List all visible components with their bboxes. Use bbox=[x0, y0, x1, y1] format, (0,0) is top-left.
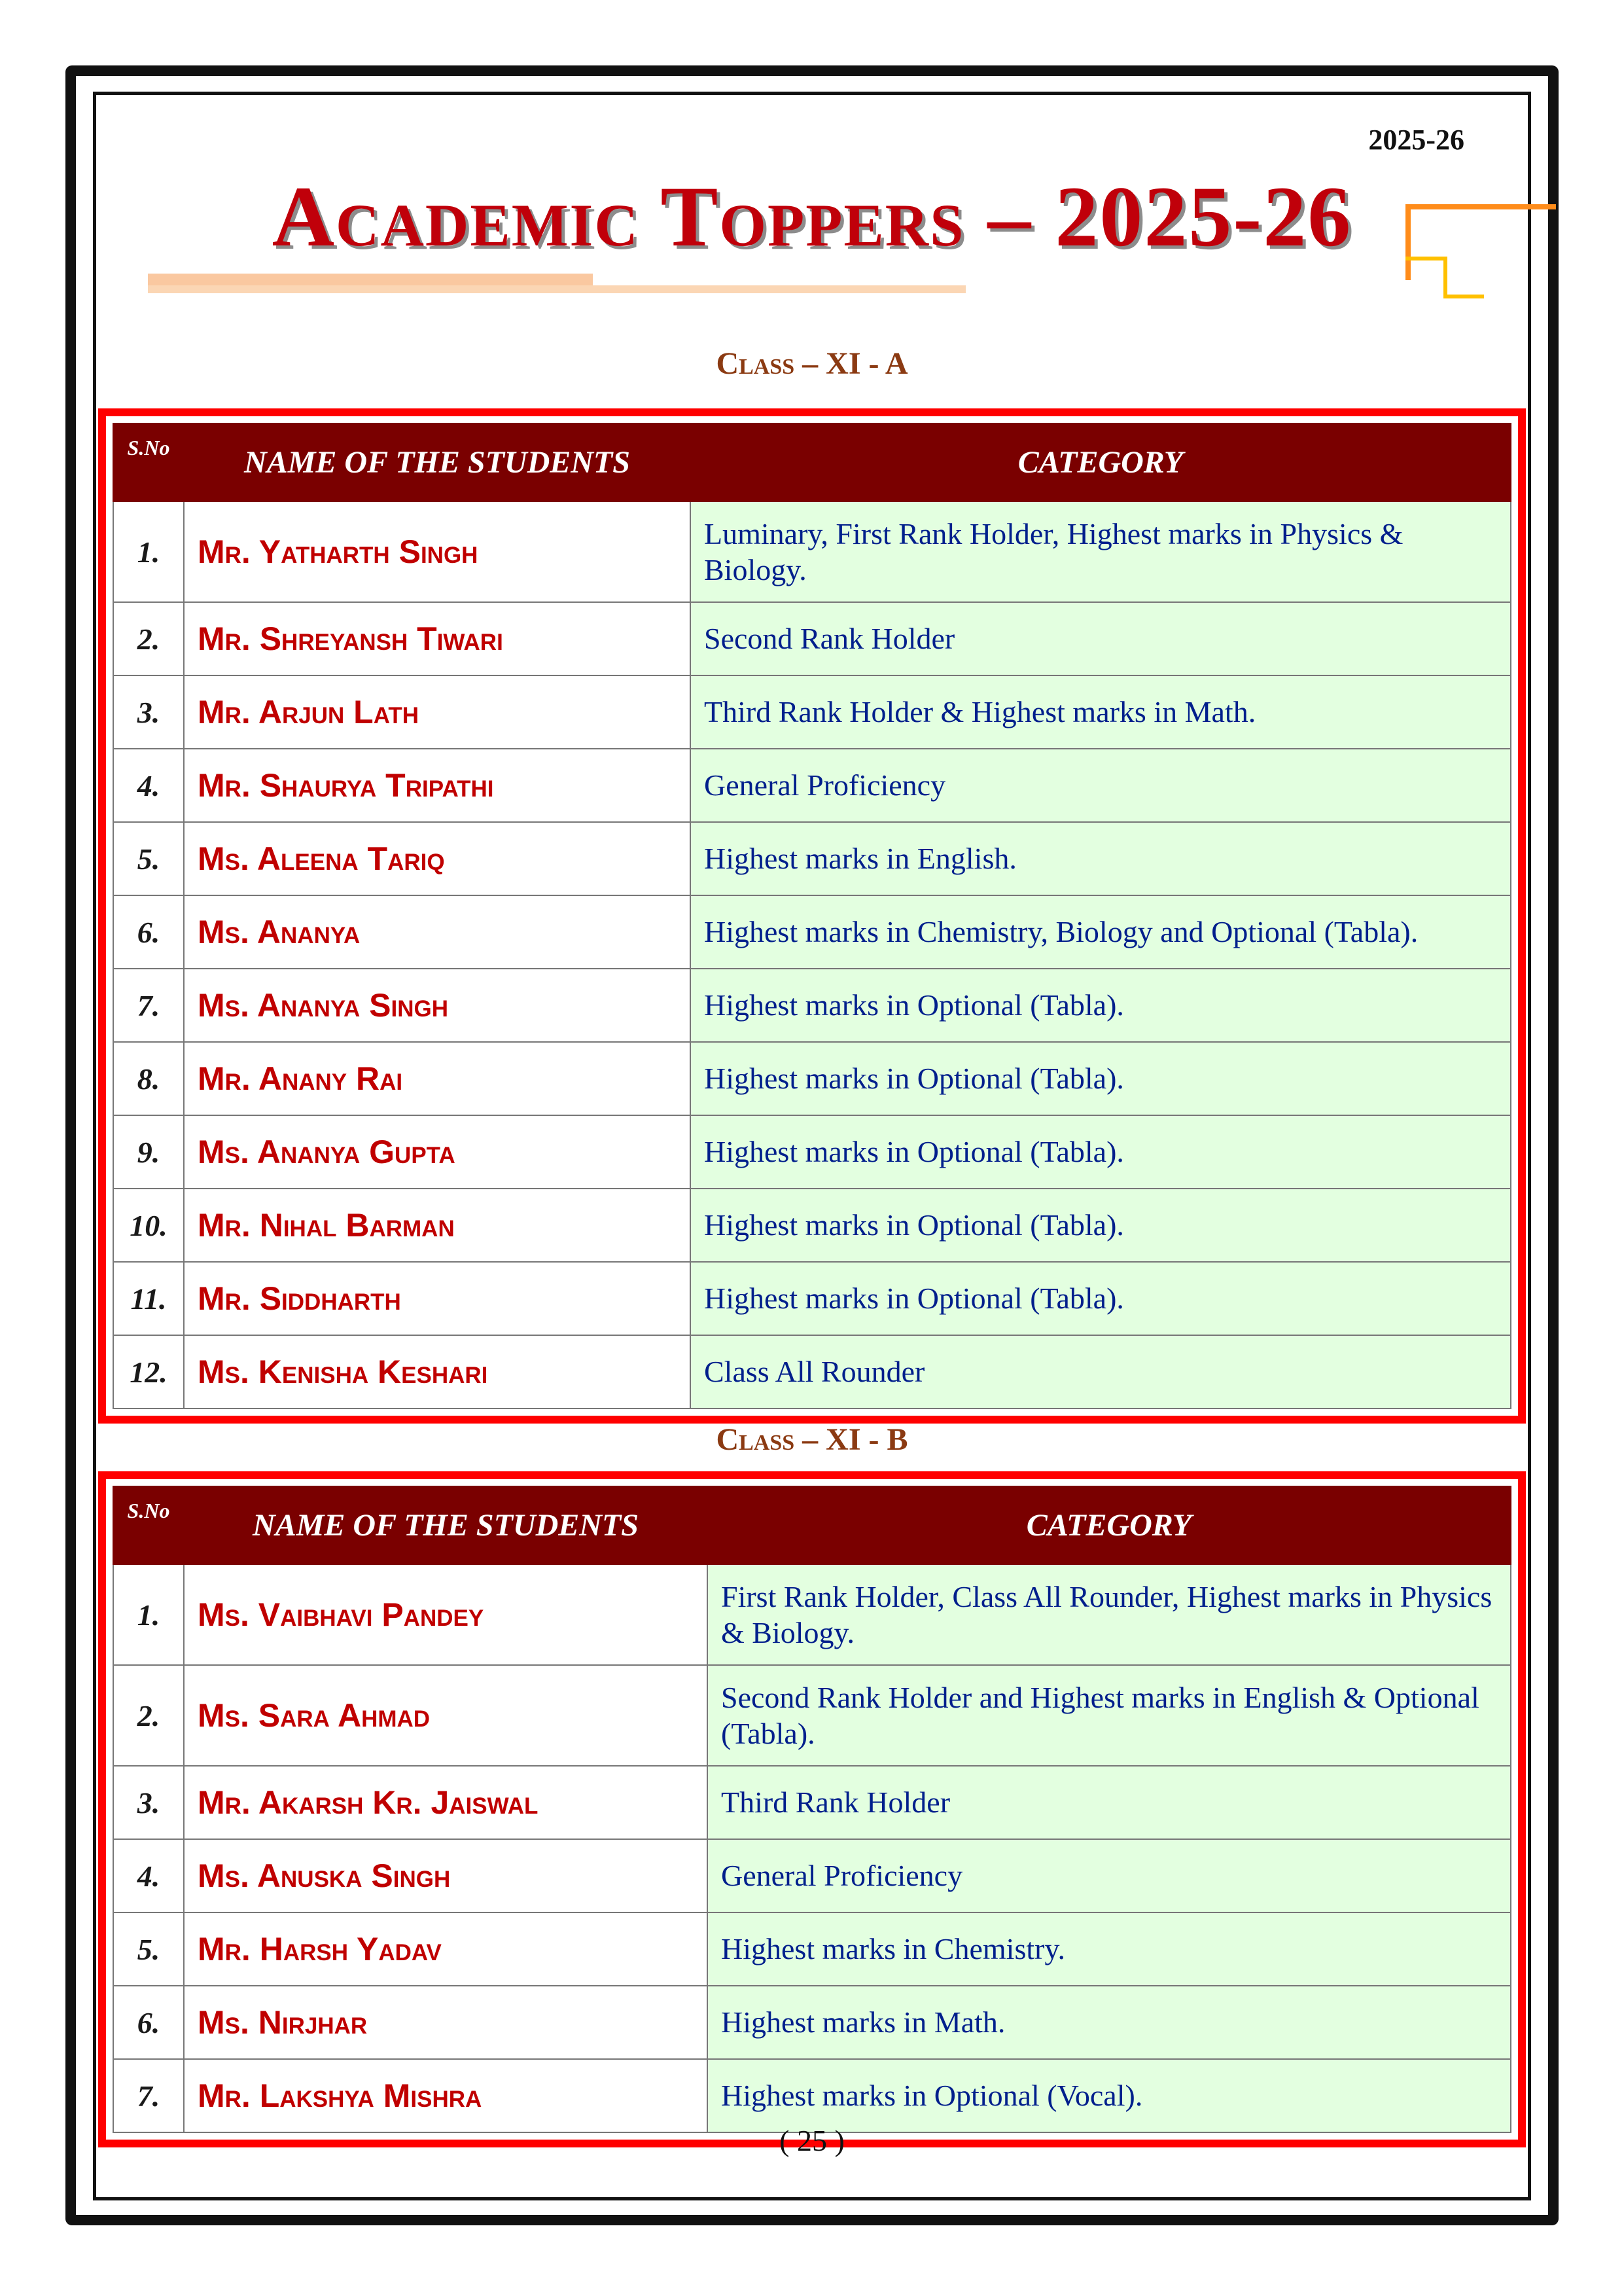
header-category: CATEGORY bbox=[707, 1486, 1511, 1564]
row-sno: 7. bbox=[113, 969, 184, 1042]
student-category: Class All Rounder bbox=[690, 1335, 1511, 1408]
student-category: First Rank Holder, Class All Rounder, Highest marks in Physics & Biology. bbox=[707, 1564, 1511, 1665]
student-category: Highest marks in Chemistry. bbox=[707, 1912, 1511, 1986]
student-name: Mr. Siddharth bbox=[184, 1262, 690, 1335]
table-row bbox=[113, 1564, 1511, 1665]
student-name: Mr. Arjun Lath bbox=[184, 675, 690, 749]
row-sno: 3. bbox=[113, 1766, 184, 1839]
student-name: Ms. Ananya bbox=[184, 895, 690, 969]
table-row bbox=[113, 822, 1511, 895]
student-name: Mr. Lakshya Mishra bbox=[184, 2059, 707, 2132]
table-row bbox=[113, 1665, 1511, 1766]
student-name: Ms. Vaibhavi Pandey bbox=[184, 1564, 707, 1665]
table-row bbox=[113, 501, 1511, 602]
student-category: Third Rank Holder bbox=[707, 1766, 1511, 1839]
student-name: Ms. Aleena Tariq bbox=[184, 822, 690, 895]
table-header-row bbox=[113, 423, 1511, 501]
student-name: Mr. Shaurya Tripathi bbox=[184, 749, 690, 822]
title-underline-decoration-thin bbox=[148, 285, 966, 293]
table-row bbox=[113, 1766, 1511, 1839]
header-name: NAME OF THE STUDENTS bbox=[184, 1486, 707, 1564]
student-name: Mr. Shreyansh Tiwari bbox=[184, 602, 690, 675]
toppers-table-xi-a bbox=[98, 408, 1526, 1424]
student-category: General Proficiency bbox=[707, 1839, 1511, 1912]
student-category: Highest marks in Optional (Tabla). bbox=[690, 969, 1511, 1042]
row-sno: 6. bbox=[113, 895, 184, 969]
student-name: Mr. Nihal Barman bbox=[184, 1189, 690, 1262]
student-name: Mr. Akarsh Kr. Jaiswal bbox=[184, 1766, 707, 1839]
header-sno: S.No bbox=[113, 423, 184, 501]
table-row bbox=[113, 1042, 1511, 1115]
student-category: Highest marks in English. bbox=[690, 822, 1511, 895]
table-row bbox=[113, 969, 1511, 1042]
student-category: Second Rank Holder bbox=[690, 602, 1511, 675]
row-sno: 1. bbox=[113, 1564, 184, 1665]
page-number: ( 25 ) bbox=[779, 2124, 845, 2157]
student-category: Highest marks in Optional (Vocal). bbox=[707, 2059, 1511, 2132]
row-sno: 4. bbox=[113, 749, 184, 822]
row-sno: 9. bbox=[113, 1115, 184, 1189]
student-name: Ms. Ananya Gupta bbox=[184, 1115, 690, 1189]
row-sno: 5. bbox=[113, 1912, 184, 1986]
row-sno: 4. bbox=[113, 1839, 184, 1912]
row-sno: 11. bbox=[113, 1262, 184, 1335]
student-category: Highest marks in Optional (Tabla). bbox=[690, 1262, 1511, 1335]
student-category: Highest marks in Math. bbox=[707, 1986, 1511, 2059]
table-row bbox=[113, 602, 1511, 675]
row-sno: 8. bbox=[113, 1042, 184, 1115]
row-sno: 2. bbox=[113, 602, 184, 675]
page-title: Academic Toppers – 2025-26 bbox=[272, 168, 1352, 264]
header-name: NAME OF THE STUDENTS bbox=[184, 423, 690, 501]
row-sno: 12. bbox=[113, 1335, 184, 1408]
row-sno: 6. bbox=[113, 1986, 184, 2059]
student-category: Second Rank Holder and Highest marks in English & Optional (Tabla). bbox=[707, 1665, 1511, 1766]
table-header-row bbox=[113, 1486, 1511, 1564]
table-row bbox=[113, 1839, 1511, 1912]
table-row bbox=[113, 1335, 1511, 1408]
student-category: Third Rank Holder & Highest marks in Math. bbox=[690, 675, 1511, 749]
student-category: General Proficiency bbox=[690, 749, 1511, 822]
corner-decoration-line bbox=[1443, 295, 1484, 298]
row-sno: 7. bbox=[113, 2059, 184, 2132]
row-sno: 10. bbox=[113, 1189, 184, 1262]
student-name: Ms. Sara Ahmad bbox=[184, 1665, 707, 1766]
student-name: Mr. Harsh Yadav bbox=[184, 1912, 707, 1986]
table-row bbox=[113, 1912, 1511, 1986]
table-row bbox=[113, 1262, 1511, 1335]
student-name: Mr. Anany Rai bbox=[184, 1042, 690, 1115]
student-category: Luminary, First Rank Holder, Highest marks in Physics & Biology. bbox=[690, 501, 1511, 602]
toppers-table-xi-b bbox=[98, 1471, 1526, 2147]
row-sno: 2. bbox=[113, 1665, 184, 1766]
student-name: Mr. Yatharth Singh bbox=[184, 501, 690, 602]
table-row bbox=[113, 1189, 1511, 1262]
section-heading-xi-a: Class – XI - A bbox=[716, 346, 908, 381]
student-category: Highest marks in Optional (Tabla). bbox=[690, 1042, 1511, 1115]
student-category: Highest marks in Optional (Tabla). bbox=[690, 1115, 1511, 1189]
student-name: Ms. Ananya Singh bbox=[184, 969, 690, 1042]
student-name: Ms. Nirjhar bbox=[184, 1986, 707, 2059]
table-row bbox=[113, 895, 1511, 969]
table-row bbox=[113, 2059, 1511, 2132]
row-sno: 3. bbox=[113, 675, 184, 749]
table-row bbox=[113, 1986, 1511, 2059]
year-tag: 2025-26 bbox=[1368, 124, 1464, 156]
student-name: Ms. Anuska Singh bbox=[184, 1839, 707, 1912]
student-category: Highest marks in Optional (Tabla). bbox=[690, 1189, 1511, 1262]
student-category: Highest marks in Chemistry, Biology and Optional (Tabla). bbox=[690, 895, 1511, 969]
section-heading-xi-b: Class – XI - B bbox=[716, 1422, 908, 1457]
table-row bbox=[113, 1115, 1511, 1189]
header-sno: S.No bbox=[113, 1486, 184, 1564]
table-row bbox=[113, 675, 1511, 749]
student-name: Ms. Kenisha Keshari bbox=[184, 1335, 690, 1408]
table-row bbox=[113, 749, 1511, 822]
row-sno: 1. bbox=[113, 501, 184, 602]
header-category: CATEGORY bbox=[690, 423, 1511, 501]
row-sno: 5. bbox=[113, 822, 184, 895]
